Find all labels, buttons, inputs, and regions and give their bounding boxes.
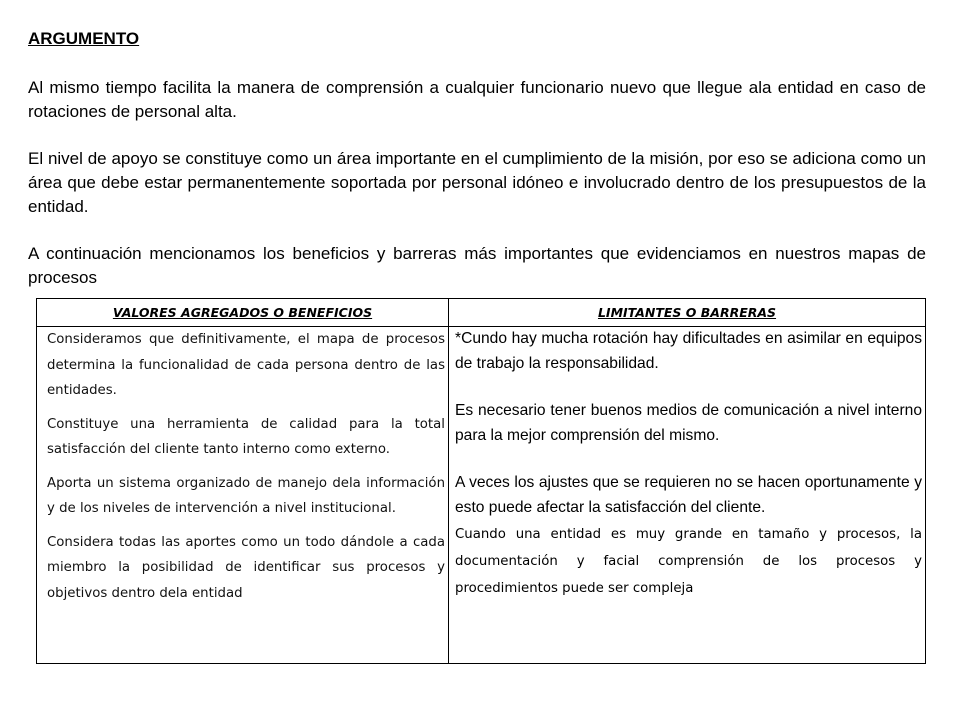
benefits-barriers-table	[36, 298, 926, 664]
barrier-item: *Cundo hay mucha rotación hay dificultades en asimilar en equipos de trabajo la responsabilidad.	[455, 330, 922, 372]
benefit-item: Constituye una herramienta de calidad para la total satisfacción del cliente tanto interno como externo.	[47, 416, 445, 457]
document-heading: ARGUMENTO	[28, 29, 140, 48]
barrier-item: Cuando una entidad es muy grande en tamaño y procesos, la documentación y facial comprensión de los procesos y procedimientos puede ser compleja	[455, 527, 922, 596]
barrier-item: A veces los ajustes que se requieren no se hacen oportunamente y esto puede afectar la satisfacción del cliente.	[455, 474, 922, 516]
benefits-column	[37, 327, 449, 663]
paragraph-1: Al mismo tiempo facilita la manera de comprensión a cualquier funcionario nuevo que llegue ala entidad en caso de rotaciones de personal alta.	[28, 78, 926, 121]
barriers-column	[449, 327, 925, 663]
benefit-item: Aporta un sistema organizado de manejo dela información y de los niveles de intervención a nivel institucional.	[47, 475, 445, 516]
benefits-column-header: VALORES AGREGADOS O BENEFICIOS	[37, 299, 449, 327]
barriers-column-header: LIMITANTES O BARRERAS	[449, 299, 925, 327]
barrier-item: Es necesario tener buenos medios de comunicación a nivel interno para la mejor comprensión del mismo.	[455, 402, 922, 444]
benefit-item: Consideramos que definitivamente, el mapa de procesos determina la funcionalidad de cada persona dentro de las entidades.	[47, 332, 445, 398]
paragraph-3: A continuación mencionamos los beneficios y barreras más importantes que evidenciamos en nuestros mapas de procesos	[28, 244, 926, 287]
paragraph-2: El nivel de apoyo se constituye como un área importante en el cumplimiento de la misión, por eso se adiciona como un área que debe estar permanentemente soportada por personal idóneo e involucrado dentro de los presupuestos de la entidad.	[28, 149, 926, 216]
benefit-item: Considera todas las aportes como un todo dándole a cada miembro la posibilidad de identificar sus procesos y objetivos dentro dela entidad	[47, 534, 445, 601]
